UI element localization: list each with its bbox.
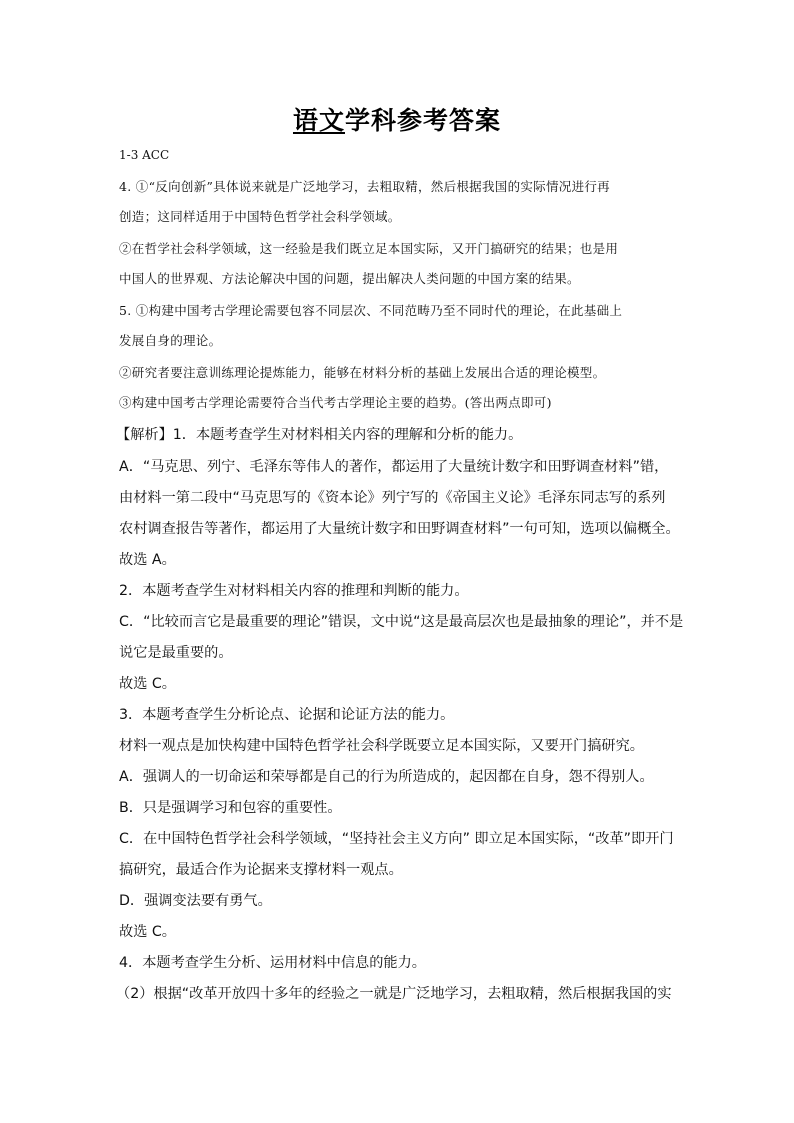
answer-line-1-3: 1-3 ACC bbox=[119, 148, 170, 162]
title-underlined-part: 语文 bbox=[292, 106, 345, 135]
answer-line-5-d: ③构建中国考古学理论需要符合当代考古学理论主要的趋势。(答出两点即可) bbox=[119, 395, 552, 410]
analysis-line: A．“马克思、列宁、毛泽东等伟人的著作，都运用了大量统计数字和田野调查材料”错， bbox=[119, 459, 669, 475]
answer-line-4-a: 4. ①“反向创新”具体说来就是广泛地学习，去粗取精，然后根据我国的实际情况进行再 bbox=[119, 179, 610, 194]
page-title bbox=[0, 103, 794, 139]
answer-line-4-c: ②在哲学社会科学领域，这一经验是我们既立足本国实际，又开门搞研究的结果；也是用 bbox=[119, 241, 619, 256]
analysis-line: 农村调查报告等著作，都运用了大量统计数字和田野调查材料”一句可知，选项以偏概全。 bbox=[119, 521, 680, 537]
analysis-line: D．强调变法要有勇气。 bbox=[119, 893, 272, 909]
answer-line-5-b: 发展自身的理论。 bbox=[119, 333, 222, 348]
analysis-line: 材料一观点是加快构建中国特色哲学社会科学既要立足本国实际，又要开门搞研究。 bbox=[119, 738, 644, 754]
answer-line-5-c: ②研究者要注意训练理论提炼能力，能够在材料分析的基础上发展出合适的理论模型。 bbox=[119, 365, 606, 380]
title-rest-part: 学科参考答案 bbox=[345, 106, 502, 135]
analysis-line: C．“比较而言它是最重要的理论”错误，文中说“这是最高层次也是最抽象的理论”，并不是 bbox=[119, 614, 684, 630]
analysis-line: 故选 A。 bbox=[119, 552, 176, 568]
analysis-heading: 【解析】1．本题考查学生对材料相关内容的理解和分析的能力。 bbox=[116, 427, 523, 443]
analysis-line: B．只是强调学习和包容的重要性。 bbox=[119, 800, 342, 816]
analysis-line: 故选 C。 bbox=[119, 676, 176, 692]
analysis-line: 说它是最重要的。 bbox=[119, 645, 233, 661]
analysis-line: C．在中国特色哲学社会科学领域，“坚持社会主义方向” 即立足本国实际，“改革”即开门 bbox=[119, 831, 674, 847]
analysis-line: 2．本题考查学生对材料相关内容的推理和判断的能力。 bbox=[119, 583, 469, 599]
analysis-line: 由材料一第二段中“马克思写的《资本论》列宁写的《帝国主义论》毛泽东同志写的系列 bbox=[119, 490, 666, 506]
analysis-line: 搞研究，最适合作为论据来支撑材料一观点。 bbox=[119, 862, 403, 878]
analysis-line: （2）根据“改革开放四十多年的经验之一就是广泛地学习，去粗取精，然后根据我国的实 bbox=[116, 986, 672, 1002]
answer-line-5-a: 5. ①构建中国考古学理论需要包容不同层次、不同范畴乃至不同时代的理论，在此基础上 bbox=[119, 303, 623, 318]
analysis-line: 3．本题考查学生分析论点、论据和论证方法的能力。 bbox=[119, 707, 455, 723]
answer-line-4-d: 中国人的世界观、方法论解决中国的问题，提出解决人类问题的中国方案的结果。 bbox=[119, 271, 580, 286]
answer-line-4-b: 创造；这同样适用于中国特色哲学社会科学领域。 bbox=[119, 209, 401, 224]
analysis-line: A．强调人的一切命运和荣辱都是自己的行为所造成的，起因都在自身，怨不得别人。 bbox=[119, 769, 654, 785]
analysis-line: 4．本题考查学生分析、运用材料中信息的能力。 bbox=[119, 955, 426, 971]
analysis-line: 故选 C。 bbox=[119, 924, 176, 940]
